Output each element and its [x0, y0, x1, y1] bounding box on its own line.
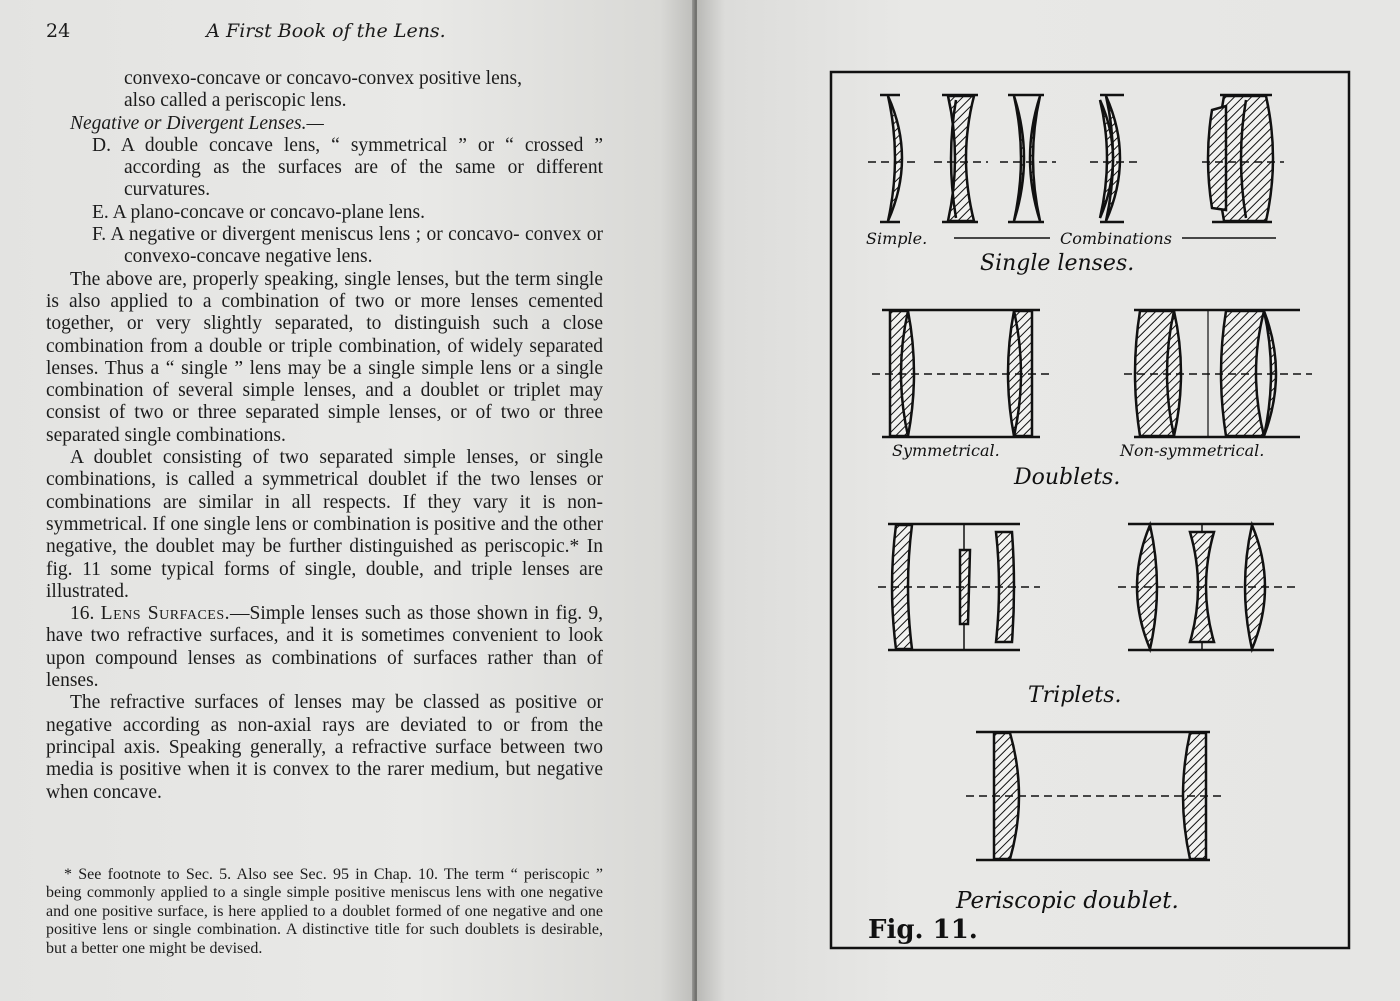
doublets-row — [872, 310, 1312, 437]
running-title: A First Book of the Lens. — [206, 20, 446, 42]
label-non-symmetrical: Non-symmetrical. — [1120, 441, 1265, 460]
footnote — [46, 866, 603, 958]
caption-single-lenses: Single lenses. — [980, 251, 1135, 276]
subheading: Negative or Divergent Lenses.— — [70, 112, 324, 134]
lens-combination-1 — [942, 95, 978, 222]
left-page — [0, 0, 695, 1001]
page-header — [46, 20, 606, 48]
lens-diagram — [828, 70, 1352, 950]
list-item-f: F. A negative or divergent meniscus lens ; or concavo- convex or convexo-concave negative lens. — [92, 224, 604, 268]
periscopic-doublet — [966, 732, 1222, 860]
lens-combination-3 — [1100, 95, 1124, 222]
lens-combination-2 — [1008, 95, 1044, 222]
section-title: Lens Surfaces. — [100, 603, 230, 625]
label-simple: Simple. — [866, 229, 928, 248]
section-number: 16. — [70, 603, 95, 625]
list-item-e: E. A plano-concave or concavo-plane lens. — [92, 201, 425, 223]
label-combinations: Combinations — [1060, 229, 1172, 248]
list-item-d: D. A double concave lens, “ symmetrical ” or “ crossed ” according as the surfaces are of the same or different curvatures. — [92, 134, 603, 201]
paragraph: The above are, properly speaking, single lenses, but the term single is also applied to a combination of two or more lenses cemented together, or very slightly separated, to distinguish such a close combination from a double or triple combination, of widely separated lenses. Thus a “ single ” lens may be a single simple lens or a single combination of several simple lenses, and a doublet or triplet may consist of two or three separated simple lenses, or of two or three separated single combinations. — [46, 268, 603, 446]
label-symmetrical: Symmetrical. — [892, 441, 1000, 460]
paragraph: A doublet consisting of two separated simple lenses, or single combinations, is called a symmetrical doublet if the two lenses or combinations are similar in all respects. If they vary it is non-symmetrical. If one single lens or combination is positive and the other negative, the doublet may be further distinguished as periscopic.* In fig. 11 some typical forms of single, double, and triple lenses are illustrated. — [46, 447, 603, 602]
figure-11 — [828, 70, 1352, 950]
right-page — [697, 0, 1400, 1001]
paragraph: The refractive surfaces of lenses may be classed as positive or negative according as non-axial rays are deviated to or from the principal axis. Speaking generally, a refractive surface between two media is positive when it is convex to the rarer medium, but negative when concave. — [46, 692, 603, 803]
body-text — [46, 68, 603, 804]
triplets-row — [878, 524, 1300, 650]
lens-simple — [880, 95, 902, 222]
caption-periscopic-doublet: Periscopic doublet. — [956, 888, 1179, 914]
continuation-line: also called a periscopic lens. — [124, 90, 347, 112]
single-lenses-row — [868, 95, 1284, 238]
figure-frame — [831, 72, 1349, 948]
lens-combination-4 — [1208, 95, 1273, 222]
section-text: —Simple lenses such as those shown in fig. 9, have two refractive surfaces, and it is sometimes convenient to look upon compound lenses as combinations of surfaces rather than of lenses. — [46, 603, 604, 692]
continuation-line: convexo-concave or concavo-convex positive lens, — [124, 68, 522, 89]
caption-doublets: Doublets. — [1014, 465, 1121, 490]
figure-number: Fig. 11. — [868, 915, 978, 945]
footnote-text: * See footnote to Sec. 5. Also see Sec. 95 in Chap. 10. The term “ periscopic ” being commonly applied to a single simple positive meniscus lens with one negative and one positive surface, is here applied to a doublet formed of one negative and one positive lens or single combination. A distinctive title for such doublets is desirable, but a better one might be devised. — [46, 866, 603, 957]
page-number: 24 — [46, 20, 71, 42]
section-16-paragraph — [46, 603, 603, 692]
caption-triplets: Triplets. — [1028, 683, 1122, 708]
